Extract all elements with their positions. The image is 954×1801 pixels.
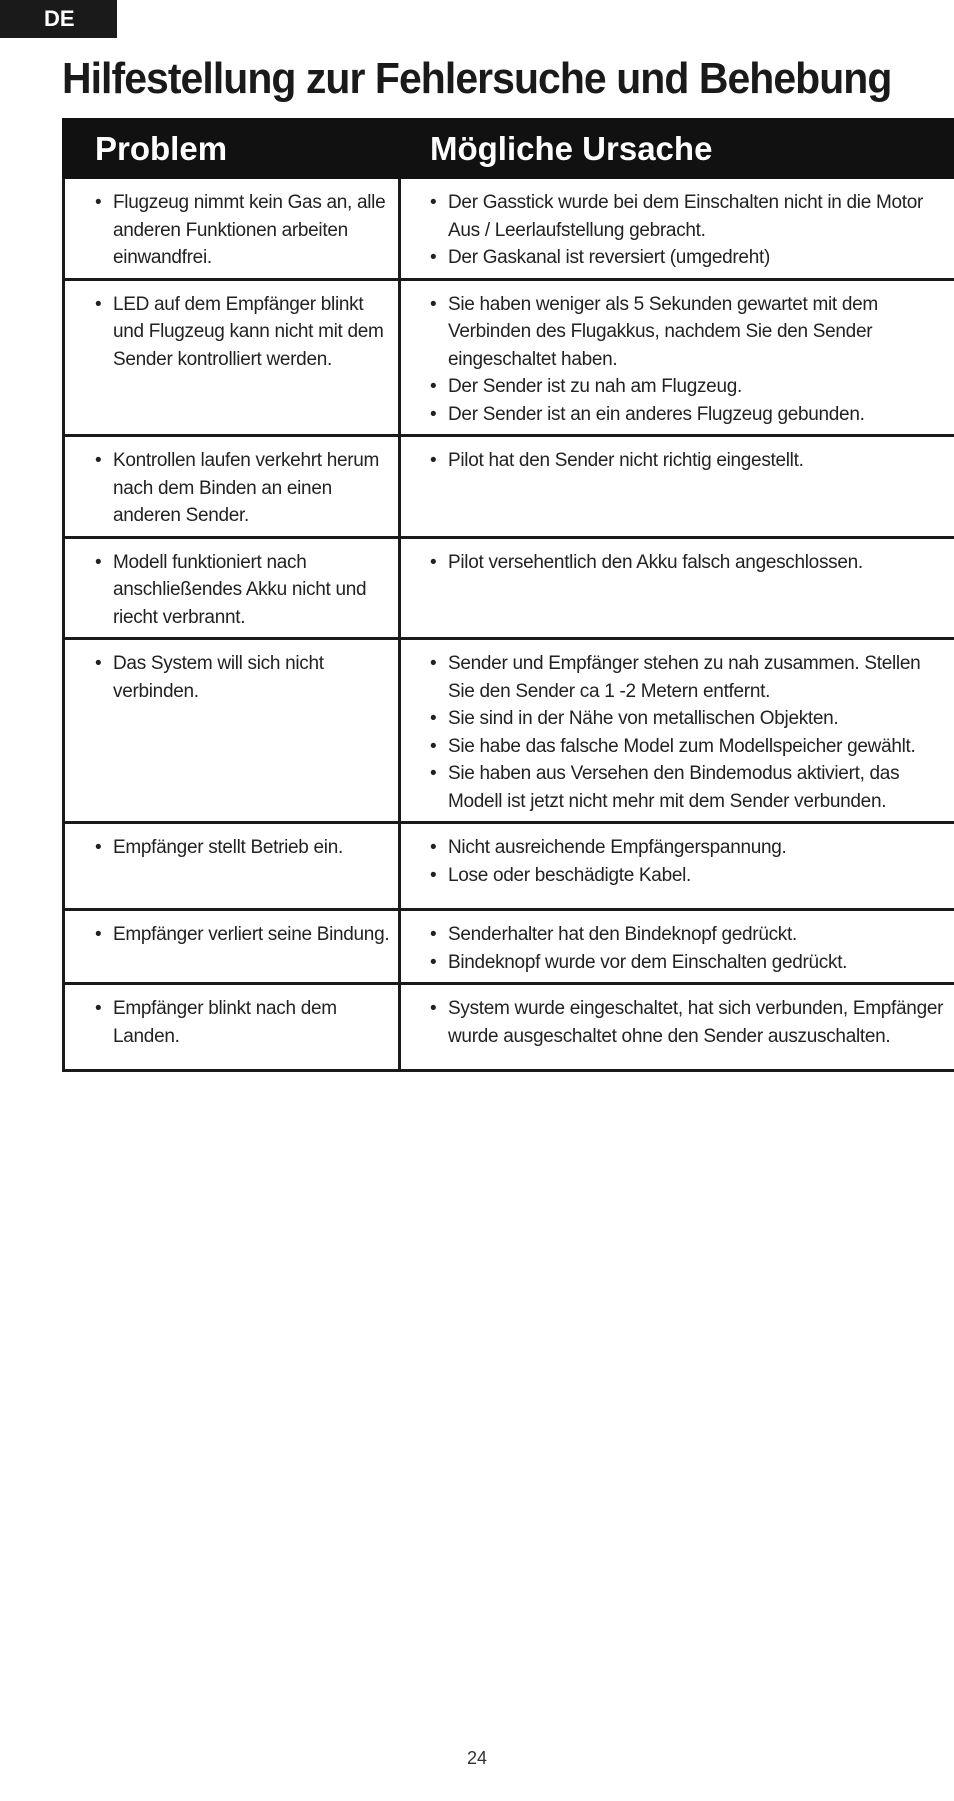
problem-cell: [64, 639, 400, 823]
problem-item: • Flugzeug nimmt kein Gas an, alle anderen Funktionen arbeiten einwandfrei.: [95, 189, 390, 272]
table-row: [64, 537, 954, 639]
problem-item: • Empfänger verliert seine Bindung.: [95, 921, 390, 949]
problem-cell: [64, 823, 400, 910]
cause-item: • Senderhalter hat den Bindeknopf gedrückt.: [430, 921, 948, 949]
table-row: [64, 436, 954, 538]
problem-item: • Modell funktioniert nach anschließendes Akku nicht und riecht verbrannt.: [95, 549, 390, 632]
cause-item: • Der Gasstick wurde bei dem Einschalten nicht in die Motor Aus / Leerlaufstellung gebracht.: [430, 189, 948, 244]
problem-list: [95, 995, 390, 1050]
table-body: [64, 178, 954, 1071]
table-row: [64, 910, 954, 984]
problem-list: [95, 189, 390, 272]
cause-item: • Pilot versehentlich den Akku falsch angeschlossen.: [430, 549, 948, 577]
problem-list: [95, 921, 390, 949]
problem-item: • Empfänger blinkt nach dem Landen.: [95, 995, 390, 1050]
problem-list: [95, 291, 390, 374]
cause-cell: [400, 984, 954, 1071]
cause-list: [430, 447, 948, 475]
problem-list: [95, 650, 390, 705]
table-row: [64, 984, 954, 1071]
problem-cell: [64, 279, 400, 436]
problem-cell: [64, 910, 400, 984]
problem-list: [95, 447, 390, 530]
cause-cell: [400, 537, 954, 639]
cause-list: [430, 834, 948, 889]
cause-cell: [400, 279, 954, 436]
table-header-row: [64, 120, 954, 178]
problem-item: • Kontrollen laufen verkehrt herum nach dem Binden an einen anderen Sender.: [95, 447, 390, 530]
page-number: 24: [466, 1748, 488, 1768]
table-row: [64, 279, 954, 436]
cause-item: • Sie haben aus Versehen den Bindemodus aktiviert, das Modell ist jetzt nicht mehr mit dem Sender verbunden.: [430, 760, 948, 815]
cause-cell: [400, 639, 954, 823]
cause-item: • Sie sind in der Nähe von metallischen Objekten.: [430, 705, 948, 733]
problem-item: • Das System will sich nicht verbinden.: [95, 650, 390, 705]
cause-list: [430, 549, 948, 577]
problem-cell: [64, 178, 400, 280]
header-problem: Problem: [64, 120, 400, 178]
problem-item: • LED auf dem Empfänger blinkt und Flugzeug kann nicht mit dem Sender kontrolliert werden.: [95, 291, 390, 374]
cause-list: [430, 189, 948, 272]
cause-item: • Der Sender ist zu nah am Flugzeug.: [430, 373, 948, 401]
cause-item: • System wurde eingeschaltet, hat sich verbunden, Empfänger wurde ausgeschaltet ohne den Sender auszuschalten.: [430, 995, 948, 1050]
table-row: [64, 178, 954, 280]
cause-item: • Der Sender ist an ein anderes Flugzeug gebunden.: [430, 401, 948, 429]
problem-cell: [64, 984, 400, 1071]
language-tab: DE: [0, 0, 117, 38]
cause-item: • Pilot hat den Sender nicht richtig eingestellt.: [430, 447, 948, 475]
cause-item: • Bindeknopf wurde vor dem Einschalten gedrückt.: [430, 949, 948, 977]
cause-list: [430, 291, 948, 429]
problem-cell: [64, 436, 400, 538]
troubleshooting-table: [62, 118, 954, 1072]
cause-cell: [400, 436, 954, 538]
table-row: [64, 823, 954, 910]
cause-item: • Sie haben weniger als 5 Sekunden gewartet mit dem Verbinden des Flugakkus, nachdem Sie den Sender eingeschaltet haben.: [430, 291, 948, 374]
cause-cell: [400, 910, 954, 984]
problem-list: [95, 834, 390, 862]
problem-item: • Empfänger stellt Betrieb ein.: [95, 834, 390, 862]
cause-item: • Lose oder beschädigte Kabel.: [430, 862, 948, 890]
cause-cell: [400, 823, 954, 910]
cause-item: • Nicht ausreichende Empfängerspannung.: [430, 834, 948, 862]
table-header: [64, 120, 954, 178]
problem-cell: [64, 537, 400, 639]
problem-list: [95, 549, 390, 632]
header-cause: Mögliche Ursache: [400, 120, 954, 178]
cause-list: [430, 995, 948, 1050]
cause-item: • Der Gaskanal ist reversiert (umgedreht): [430, 244, 948, 272]
page-title: Hilfestellung zur Fehlersuche und Behebung: [62, 54, 892, 103]
cause-cell: [400, 178, 954, 280]
cause-list: [430, 921, 948, 976]
cause-item: • Sender und Empfänger stehen zu nah zusammen. Stellen Sie den Sender ca 1 -2 Metern entfernt.: [430, 650, 948, 705]
table-row: [64, 639, 954, 823]
cause-item: • Sie habe das falsche Model zum Modellspeicher gewählt.: [430, 733, 948, 761]
cause-list: [430, 650, 948, 815]
